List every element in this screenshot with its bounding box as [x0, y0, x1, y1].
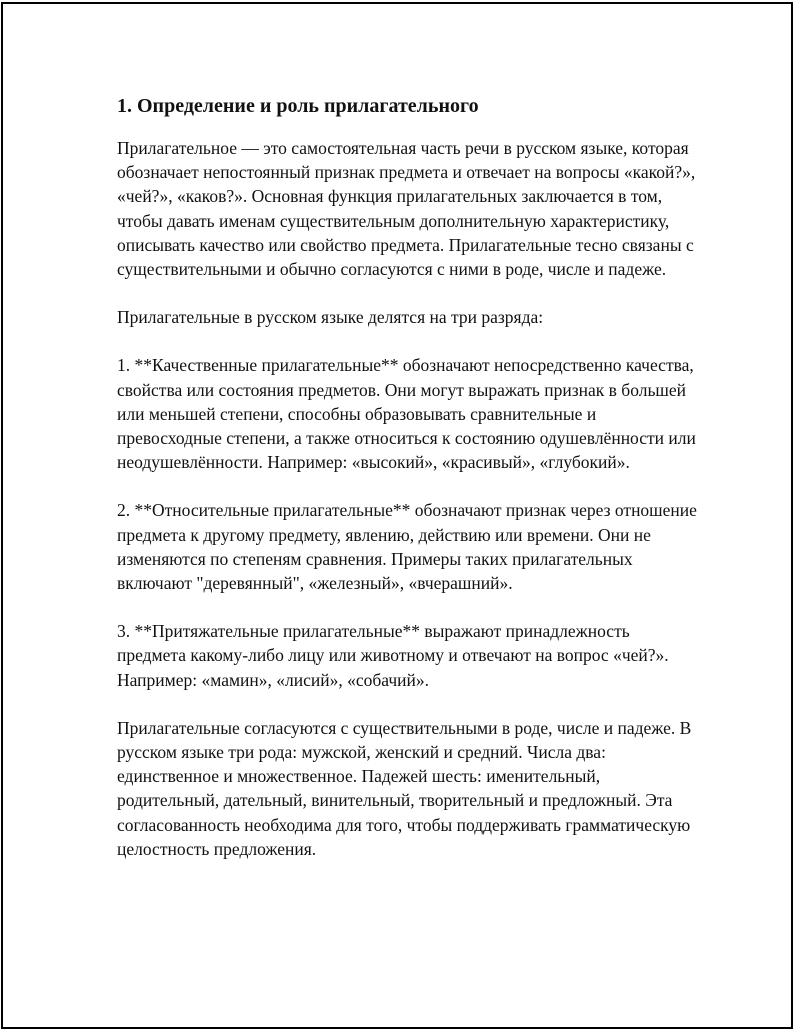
section-heading: 1. Определение и роль прилагательного: [117, 95, 479, 117]
paragraph-agreement: Прилагательные согласуются с существительными в роде, числе и падеже. В русском языке три рода: мужской, женский и средний. Числа два: единственное и множественное. Падежей шесть: именительный, родительный, дательный, винительный, творительный и предложный. Эта согласованность необходима для того, чтобы поддерживать грамматическую целостность предложения.: [117, 717, 692, 859]
paragraph-relative: 2. **Относительные прилагательные** обозначают признак через отношение предмета к другому предмету, явлению, действию или времени. Они не изменяются по степеням сравнения. Примеры таких прилагательных включают "деревянный", «железный», «вчерашний».: [117, 500, 697, 594]
document-body: [117, 92, 697, 885]
paragraph-definition: Прилагательное — это самостоятельная часть речи в русском языке, которая обозначает непостоянный признак предмета и отвечает на вопросы «какой?», «чей?», «каков?». Основная функция прилагательных заключается в том, чтобы давать именам существительным дополнительную характеристику, описывать качество или свойство предмета. Прилагательные тесно связаны с существительными и обычно согласуются с ними в роде, числе и падеже.: [117, 138, 696, 280]
paragraph-possessive: 3. **Притяжательные прилагательные** выражают принадлежность предмета какому-либо лицу или животному и отвечают на вопрос «чей?». Например: «мамин», «лисий», «собачий».: [117, 621, 669, 690]
paragraph-categories-intro: Прилагательные в русском языке делятся на три разряда:: [117, 307, 544, 328]
paragraph-qualitative: 1. **Качественные прилагательные** обозначают непосредственно качества, свойства или состояния предметов. Они могут выражать признак в большей или меньшей степени, способны образовывать сравнительные и превосходные степени, а также относиться к состоянию одушевлённости или неодушевлённости. Например: «высокий», «красивый», «глубокий».: [117, 355, 696, 473]
